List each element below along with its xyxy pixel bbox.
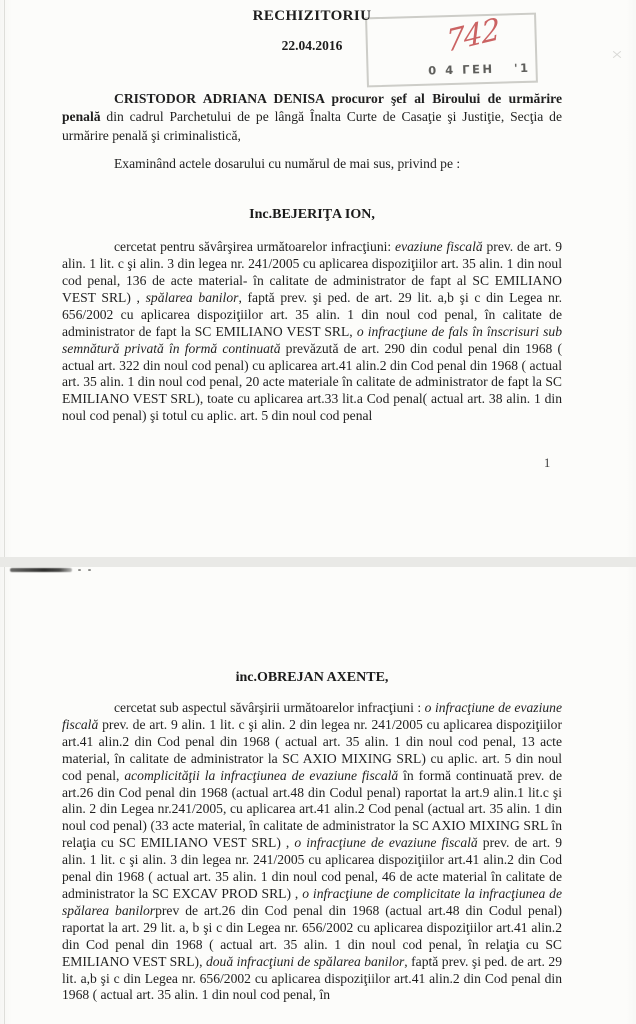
stamp-handwritten-number: 742 [445,11,501,61]
document-date: 22.04.2016 [281,38,343,53]
defendant-2-charges-paragraph: cercetat sub aspectul săvârşirii următoarelor infracţiuni : o infracţiune de evaziune fiscală prev. de art. 9 alin. 1 lit. c şi alin. 2 din legea nr. 241/2005 cu aplicarea dispoziţiilor art.41 alin.2 din Cod penal din 1968 ( actual art. 35 alin. 1 din noul cod penal, 13 acte material, în calitate de administrator la SC AXIO MIXING SRL) cu aplic. art. 5 din noul cod penal, acomplicităţii la infracţiunea de evaziune fiscală în formă continuată prev. de art.26 din Cod penal din 1968 (actual art.48 din Codul penal) raportat la art.9 alin.1 lit.c şi alin. 2 din Legea nr.241/2005, cu aplicarea art.41 alin.2 Cod penal (actual art. 35 alin. 1 din noul cod penal) (33 acte material, în calitate de administrator la SC AXIO MIXING SRL în relaţia cu SC EMILIANO VEST SRL) , o infracţiune de evaziune fiscală prev. de art. 9 alin. 1 lit. c şi alin. 3 din legea nr. 241/2005 cu aplicarea dispoziţiilor art.41 alin.2 din Cod penal din 1968 ( actual art. 35 alin. 1 din noul cod penal, 46 de acte material în calitate de administrator la SC EXCAV PROD SRL) , o infracţiune de complicitate la infracţiunea de spălarea banilorprev de art.26 din Cod penal din 1968 (actual art.48 din Codul penal) raportat la art. 29 lit. a, b şi c din Legea nr. 656/2002 cu aplicarea dispoziţiilor art.41 alin.2 din Cod penal din 1968 ( actual art. 35 alin. 1 din noul cod penal, în relaţia cu SC EMILIANO VEST SRL), două infracţiuni de spălarea banilor, faptă prev. şi ped. de art. 29 lit. a,b şi c din Legea nr. 656/2002 cu aplicarea dispoziţiilor art.41 alin.2 din Cod penal din 1968 ( actual art. 35 alin. 1 din noul cod penal, în [62,700,563,1003]
page-2 [0,567,636,1024]
document-title: RECHIZITORIU [252,8,372,24]
examining-line: Examinând actele dosarului cu numărul de mai sus, privind pe : [114,156,461,172]
scan-smudge-dot [78,569,81,571]
stamp-date-mark: 0 4 ГЕН '1 [428,60,531,78]
defendant-1-heading: Inc.BEJERIŢA ION, [249,207,375,223]
scan-smudge-mark [10,568,72,572]
page-2-content [0,670,636,1004]
page-1-content [0,8,636,425]
prosecutor-intro-paragraph: CRISTODOR ADRIANA DENISA procuror şef al Biroului de urmărire penală din cadrul Parchetului de pe lângă Înalta Curte de Casaţie şi Justiţie, Secţia de urmărire penală şi criminalistică, [62,91,562,143]
defendant-2-heading: inc.OBREJAN AXENTE, [235,670,389,685]
defendant-1-charges-paragraph: cercetat pentru săvârşirea următoarelor infracţiuni: evaziune fiscală prev. de art. 9 alin. 1 lit. c şi alin. 3 din legea nr. 241/2005 cu aplicarea dispoziţiilor art. 35 alin. 1 din noul cod penal, 136 de acte material- în calitate de administrator de fapt al SC EMILIANO VEST SRL) , spălarea banilor, faptă prev. şi ped. de art. 29 lit. a,b şi c din Legea nr. 656/2002 cu aplicarea dispoziţiilor art. 35 alin. 1 din noul cod penal, în calitate de administrator de fapt la SC EMILIANO VEST SRL, o infracţiune de fals în înscrisuri sub semnătură privată în formă continuată prevăzută de art. 290 din codul penal din 1968 ( actual art. 322 din noul cod penal) cu aplicarea art.41 alin.2 din Cod penal din 1968 ( actual art. 35 alin. 1 din noul cod penal, 20 acte materiale în calitate de administrator de fapt la SC EMILIANO VEST SRL), toate cu aplicarea art.33 lit.a Cod penal( actual art. 38 alin. 1 din noul cod penal) şi totul cu aplic. art. 5 din noul cod penal [62,239,563,424]
page-separator-gap [0,557,636,567]
page-number: 1 [544,456,551,470]
scan-smudge-dot [88,569,91,571]
